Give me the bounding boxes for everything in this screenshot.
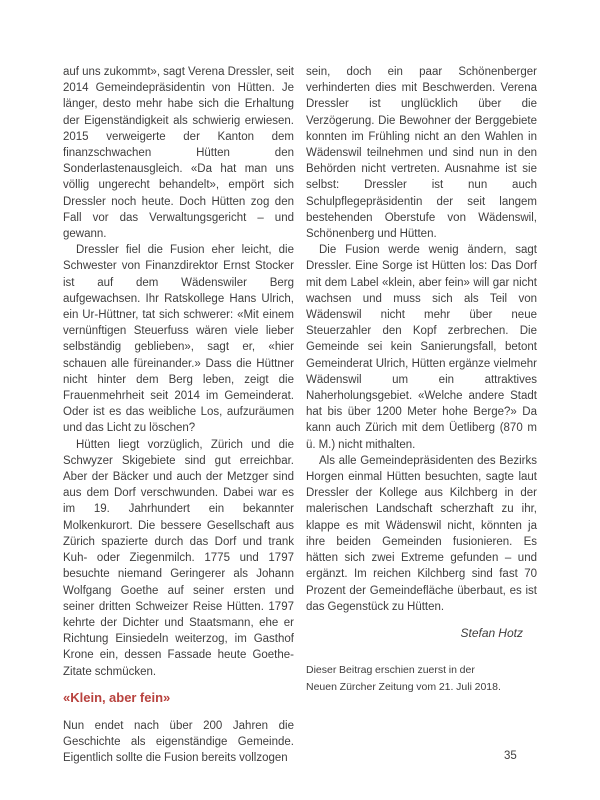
page-number: 35 <box>504 750 517 762</box>
left-column <box>63 64 294 766</box>
footnote-line: Dieser Beitrag erschien zuerst in der <box>306 664 475 677</box>
article-body <box>63 64 537 766</box>
source-footnote <box>306 662 537 695</box>
paragraph: Dressler fiel die Fusion eher leicht, die Schwester von Finanzdirektor Ernst Stocker ist auf dem Wädenswiler Berg aufgewachsen. Ihr Ratskollege Hans Ulrich, ein Ur-Hüttner, tat sich schwerer: «Mit einem vernünftigen Steuerfuss wären viele lieber selbständig geblieben», sagt er, «hier schauen alle füreinander.» Dass die Hüttner nicht hinter dem Berg leben, zeigt die Frauenmehrheit seit 2014 im Gemeinderat. Oder ist es das weibliche Los, aufzuräumen und das Licht zu löschen? <box>63 244 294 435</box>
paragraph: Als alle Gemeindepräsidenten des Bezirks Horgen einmal Hütten besuchten, sagte laut Dressler der Kollege aus Kilchberg in der malerischen Landschaft scherzhaft zu ihr, klappe es mit Wädenswil nicht, könnten ja ihre beiden Gemeinden fusionieren. Es hätten sich zwei Extreme gefunden – und ergänzt. Im reichen Kilchberg sind fast 70 Prozent der Gemeindefläche überbaut, es ist das Gegenstück zu Hütten. <box>306 454 537 613</box>
paragraph: Nun endet nach über 200 Jahren die Geschichte als eigenständige Gemeinde. Eigentlich sollte die Fusion bereits vollzogen <box>63 719 294 765</box>
paragraph: auf uns zukommt», sagt Verena Dressler, seit 2014 Gemeindepräsidentin von Hütten. Je länger, desto mehr habe sich die Erhaltung der Eigenständigkeit als schwierig erwiesen. 2015 verweigerte der Kanton dem finanzschwachen Hütten den Sonderlastenausgleich. «Da hat man uns völlig ungerecht behandelt», empört sich Dressler noch heute. Doch Hütten zog den Fall vor das Verwaltungsgericht – und gewann. <box>63 66 294 241</box>
section-heading: «Klein, aber fein» <box>63 689 171 705</box>
paragraph: Hütten liegt vorzüglich, Zürich und die Schwyzer Skigebiete sind gut erreichbar. Aber der Bäcker und auch der Metzger sind aus dem Dorf verschwunden. Dabei war es im 19. Jahrhundert ein bekannter Molkenkurort. Die bessere Gesellschaft aus Zürich spazierte durch das Dorf und trank Kuh- oder Ziegenmilch. 1775 und 1797 besuchte niemand Geringerer als Johann Wolfgang Goethe auf seiner ersten und seiner dritten Schweizer Reise Hütten. 1797 kehrte der Dichter und Staatsmann, ehe er Richtung Einsiedeln weiterzog, im Gasthof Krone ein, dessen Fassade heute Goethe-Zitate schmücken. <box>63 438 294 678</box>
author-byline: Stefan Hotz <box>460 625 523 640</box>
right-column <box>306 64 537 766</box>
paragraph: sein, doch ein paar Schönenberger verhinderten dies mit Beschwerden. Verena Dressler ist unglücklich über die Verzögerung. Die Bewohner der Berggebiete konnten im Frühling nicht an den Wahlen in Wädenswil teilnehmen und sind nun in den Behörden nicht vertreten. Ausnahme ist sie selbst: Dressler ist nun auch Schulpflegepräsidentin der seit langem bestehenden Oberstufe von Wädenswil, Schönenberg und Hütten. <box>306 66 537 241</box>
footnote-line: Neuen Zürcher Zeitung vom 21. Juli 2018. <box>306 680 501 693</box>
paragraph: Die Fusion werde wenig ändern, sagt Dressler. Eine Sorge ist Hütten los: Das Dorf mit dem Label «klein, aber fein» will gar nicht wachsen und muss sich als Teil von Wädenswil nicht mehr über neue Steuerzahler den Kopf zerbrechen. Die Gemeinde sei kein Sanierungsfall, betont Gemeinderat Ulrich, Hütten ergänze vielmehr Wädenswil um ein attraktives Naherholungsgebiet. «Welche andere Stadt hat bis über 1200 Meter hohe Berge?» Da kann auch Zürich mit dem Üetliberg (870 m ü. M.) nicht mithalten. <box>306 244 537 451</box>
